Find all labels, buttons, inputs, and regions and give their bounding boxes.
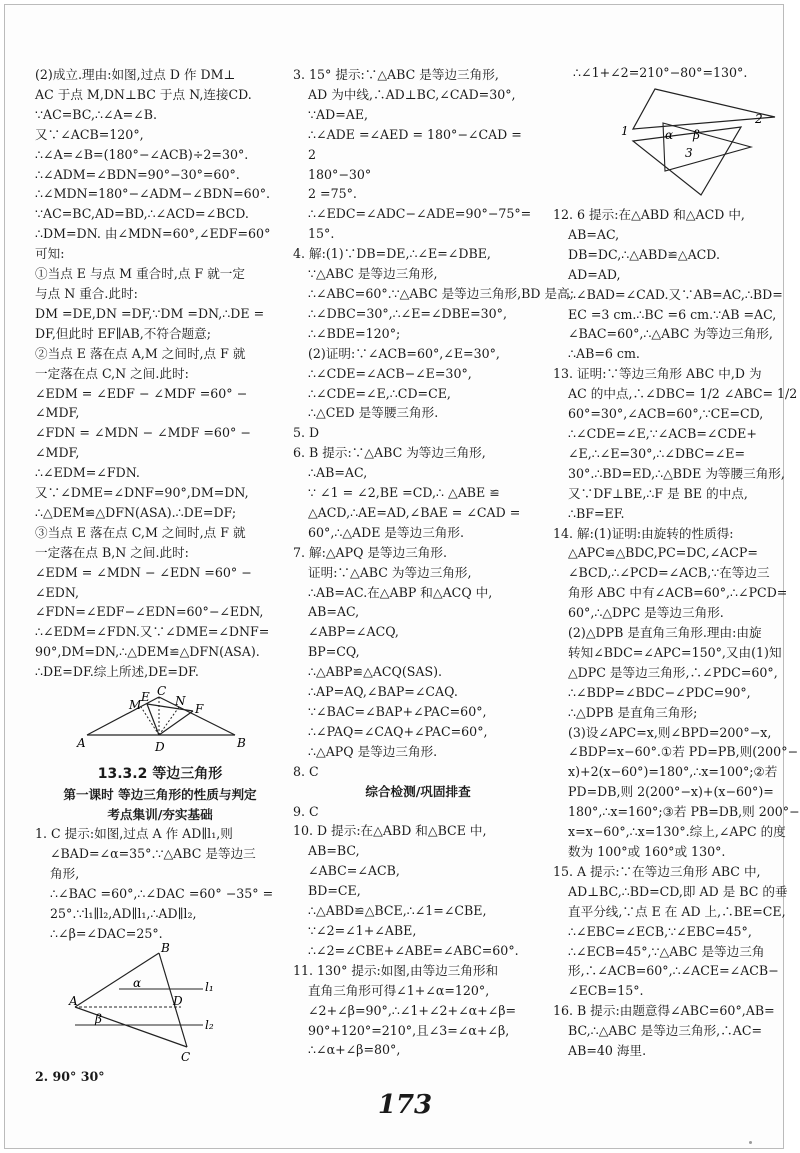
col2-line: 90°+120°=210°,且∠3=∠α+∠β, (308, 1022, 510, 1038)
col2-line: 6. B 提示:∵△ABC 为等边三角形, (293, 445, 486, 461)
col2-line: 15°. (308, 226, 335, 242)
col3-line: 直平分线,∵点 E 在 AD 上,∴BE=CE, (568, 903, 786, 919)
col1-line: ∴DE=DF.综上所述,DE=DF. (35, 664, 199, 680)
col2-line: (2)证明:∵∠ACB=60°,∠E=30°, (308, 345, 500, 361)
col1-line: ∴∠MDN=180°−∠ADM−∠BDN=60°. (35, 186, 271, 202)
col1b-line: ∴∠β=∠DAC=25°. (50, 925, 163, 941)
col3-line: 60°=30°,∠ACB=60°,∵CE=CD, (568, 406, 764, 422)
col2-line: ∴∠ADE =∠AED = 180°−∠CAD = (308, 126, 522, 142)
col2-line: ∠2+∠β=90°,∴∠1+∠2+∠α+∠β= (308, 1002, 517, 1018)
col1-line: 又∵∠ACB=120°, (35, 126, 144, 142)
col3-line: ∠E,∴∠E=30°,∴∠DBC=∠E= (568, 445, 746, 461)
col3-line: ∠BCD,∴∠PCD=∠ACB,∵在等边三 (568, 565, 770, 581)
col3-line: x)+2(x−60°)=180°,∴x=100°;②若 (568, 764, 778, 780)
col3-line: ∴∠BDP=∠BDC−∠PDC=90°, (568, 684, 751, 700)
scan-speck (749, 1141, 752, 1144)
col2-line: ∴∠DBC=30°,∴∠E=∠DBE=30°, (308, 305, 507, 321)
col1-line: ∴∠ADM=∠BDN=90°−30°=60°. (35, 166, 240, 182)
col2-line: ∵△ABC 是等边三角形, (308, 266, 438, 282)
col3-line: 14. 解:(1)证明:由旋转的性质得: (553, 525, 734, 541)
col2-line: △ACD,∴AE=AD,∠BAE = ∠CAD = (308, 504, 521, 520)
column-right (553, 205, 800, 1061)
col1-line: ∵AC=BC,AD=BD,∴∠ACD=∠BCD. (35, 206, 249, 222)
col3-line: 角形 ABC 中有∠ACB=60°,∴∠PCD= (568, 585, 788, 601)
col3-line: 15. A 提示:∵在等边三角形 ABC 中, (553, 863, 761, 879)
col2-line: ∴∠EDC=∠ADC−∠ADE=90°−75°= (308, 206, 532, 222)
col3-line: 转知∠BDC=∠APC=150°,又由(1)知 (568, 644, 782, 660)
col3-line: ∴∠BAD=∠CAD.又∵AB=AC,∴BD= (568, 286, 783, 302)
col2-line: BP=CQ, (308, 644, 360, 660)
col1-line: ∴∠EDM=∠FDN.又∵∠DME=∠DNF= (35, 624, 270, 640)
fig3-label-3: 3 (685, 146, 693, 160)
fig1-label-b: B (237, 736, 246, 750)
col3-line: 16. B 提示:由题意得∠ABC=60°,AB= (553, 1003, 775, 1019)
col1-line: 一定落在点 C,N 之间.此时: (35, 365, 189, 381)
figure-triangles-overlap (615, 83, 785, 201)
col3-line: ∴AB=6 cm. (568, 346, 640, 362)
col3-line: AB=40 海里. (568, 1043, 647, 1059)
col2-line: ∴AB=AC, (308, 465, 368, 481)
fig1-label-f: F (195, 702, 204, 716)
col1-line: ∴∠EDM=∠FDN. (35, 465, 140, 481)
fig2-label-b: B (161, 941, 170, 955)
col3-line: 又∵DF⊥BE,∴F 是 BE 的中点, (568, 485, 748, 501)
col1-line: DF,但此时 EF∥AB,不符合题意; (35, 325, 211, 341)
col2-line: 综合检测/巩固排查 (365, 783, 471, 799)
section-title: 13.3.2 等边三角形 (97, 766, 223, 782)
col2-line: 5. D (293, 425, 320, 441)
fig1-label-c: C (157, 684, 167, 698)
fig1-label-d: D (155, 740, 165, 754)
col2-line: AD 为中线,∴AD⊥BC,∠CAD=30°, (308, 86, 516, 102)
col3-line: AD⊥BC,∴BD=CD,即 AD 是 BC 的垂 (568, 883, 788, 899)
col1-line: ②当点 E 落在点 A,M 之间时,点 F 就 (35, 345, 246, 361)
col3-line: ∴∠ECB=45°,∵△ABC 是等边三角 (568, 943, 765, 959)
col1-line: ∠EDM = ∠EDF − ∠MDF =60° − (35, 385, 248, 401)
col1-line: ∵AC=BC,∴∠A=∠B. (35, 106, 157, 122)
col1-line: 可知: (35, 246, 65, 262)
col2-line: ∵ ∠1 = ∠2,BE =CD,∴ △ABE ≌ (308, 485, 500, 501)
col1-line: ∠EDM = ∠MDN − ∠EDN =60° − (35, 564, 252, 580)
col3-line: ∴∠CDE=∠E,∵∠ACB=∠CDE+ (568, 425, 757, 441)
col3-line: x=x−60°,∴x=130°.综上,∠APC 的度 (568, 824, 786, 840)
col2-line: ∴△ABP≌△ACQ(SAS). (308, 664, 442, 680)
col3-line: 60°,∴△DPC 是等边三角形. (568, 605, 724, 621)
col3-line: AD=AD, (568, 266, 621, 282)
col3-line: BC,∴△ABC 是等边三角形,∴AC= (568, 1023, 763, 1039)
col1-line: ∠MDF, (35, 405, 80, 421)
col1-line: (2)成立.理由:如图,过点 D 作 DM⊥ (35, 67, 236, 82)
col2-line: ∴∠CDE=∠ACB−∠E=30°, (308, 365, 472, 381)
col3-line: DB=DC,∴△ABD≌△ACD. (568, 246, 720, 262)
col1-line: ∴∠A=∠B=(180°−∠ACB)÷2=30°. (35, 146, 249, 162)
column-left (35, 65, 285, 682)
col3-line: 180°,∴x=160°;③若 PB=DB,则 200°− (568, 804, 800, 820)
col3-line: 形,∴∠ACB=60°,∴∠ACE=∠ACB− (568, 963, 779, 979)
fig1-label-a: A (77, 736, 86, 750)
col2-line: ∴∠CDE=∠E,∴CD=CE, (308, 385, 451, 401)
lesson-title: 第一课时 等边三角形的性质与判定 (63, 787, 257, 802)
col1-line: ∠EDN, (35, 584, 80, 600)
fig2-label-l2: l₂ (205, 1018, 214, 1032)
col3-line: △DPC 是等边三角形,∴∠PDC=60°, (568, 664, 778, 680)
col2-line: 8. C (293, 763, 319, 779)
col2-line: ∴∠PAQ=∠CAQ+∠PAC=60°, (308, 723, 488, 739)
fig2-label-beta: β (95, 1012, 102, 1026)
col1b-line: ∴∠BAC =60°,∴∠DAC =60° −35° = (50, 885, 274, 901)
col2-line: AB=AC, (308, 604, 360, 620)
fig1-label-n: N (175, 694, 186, 708)
col2-line: 4. 解:(1)∵DB=DE,∴∠E=∠DBE, (293, 246, 491, 262)
page-number: 173 (377, 1090, 433, 1120)
answer-11-result: ∴∠1+∠2=210°−80°=130°. (573, 65, 748, 80)
col3-line: AC 的中点,∴∠DBC= 1/2 ∠ABC= 1/2 (568, 386, 798, 402)
col3-line: (2)△DPB 是直角三角形.理由:由旋 (568, 625, 762, 641)
col2-line: 11. 130° 提示:如图,由等边三角形和 (293, 962, 499, 978)
col2-line: ∵∠BAC=∠BAP+∠PAC=60°, (308, 704, 487, 719)
fig3-label-beta: β (693, 128, 700, 142)
fig2-label-l1: l₁ (205, 980, 214, 994)
col2-line: ∴∠BDE=120°; (308, 325, 401, 341)
col1-line: 一定落在点 B,N 之间.此时: (35, 544, 189, 560)
col1-line: AC 于点 M,DN⊥BC 于点 N,连接CD. (35, 86, 252, 102)
col2-line: ∴∠2=∠CBE+∠ABE=∠ABC=60°. (308, 942, 519, 958)
col1-line: ③当点 E 落在点 C,M 之间时,点 F 就 (35, 524, 246, 540)
col3-line: AB=AC, (568, 226, 620, 242)
fig2-label-c: C (181, 1050, 191, 1064)
col2-line: 证明:∵△ABC 为等边三角形, (308, 564, 472, 580)
col2-line: 2 (308, 146, 317, 162)
col2-line: ∵AD=AE, (308, 106, 369, 122)
col2-line: ∴AP=AQ,∠BAP=∠CAQ. (308, 684, 458, 700)
col2-line: ∴AB=AC.在△ABP 和△ACQ 中, (308, 584, 493, 600)
col2-line: 2 =75°. (308, 186, 357, 202)
col1b-line: ∠BAD=∠α=35°.∵△ABC 是等边三 (50, 845, 256, 861)
col1-line: DM =DE,DN =DF,∵DM =DN,∴DE = (35, 305, 265, 321)
col3-line: 13. 证明:∵等边三角形 ABC 中,D 为 (553, 366, 762, 382)
col1b-line: 25°.∵l₁∥l₂,AD∥l₁,∴AD∥l₂, (50, 905, 197, 921)
col2-line: ∠ABP=∠ACQ, (308, 624, 399, 640)
col3-line: PD=DB,则 2(200°−x)+(x−60°)= (568, 784, 774, 800)
col1-line: 又∵∠DME=∠DNF=90°,DM=DN, (35, 485, 249, 501)
col3-line: 30°.∴BD=ED,∴△BDE 为等腰三角形, (568, 465, 785, 481)
subsection-title: 考点集训/夯实基础 (107, 807, 213, 822)
fig3-label-alpha: α (665, 128, 674, 142)
fig2-label-a: A (69, 994, 78, 1008)
col1b-line: 角形, (50, 865, 80, 881)
fig2-label-alpha: α (133, 976, 142, 990)
col2-line: ∴∠α+∠β=80°, (308, 1042, 401, 1058)
col3-line: ∠BDP=x−60°.①若 PD=PB,则(200°− (568, 744, 799, 760)
col1-line: 90°,DM=DN,∴△DEM≌△DFN(ASA). (35, 644, 260, 660)
column-middle (293, 65, 574, 1060)
col2-line: 直角三角形可得∠1+∠α=120°, (308, 982, 490, 998)
figure-triangle-def (75, 684, 255, 757)
col3-line: EC =3 cm.∴BC =6 cm.∵AB =AC, (568, 306, 777, 322)
col3-line: 数为 100°或 160°或 130°. (568, 844, 726, 859)
col3-line: 12. 6 提示:在△ABD 和△ACD 中, (553, 207, 745, 222)
fig3-label-2: 2 (755, 112, 763, 126)
col1b-line: 1. C 提示:如图,过点 A 作 AD∥l₁,则 (35, 826, 233, 841)
col1-line: ①当点 E 与点 M 重合时,点 F 就一定 (35, 266, 245, 282)
col3-line: ∴∠EBC=∠ECB,∵∠EBC=45°, (568, 923, 752, 939)
fig1-label-m: M (129, 698, 142, 712)
figure-parallel-lines (69, 943, 239, 1063)
col2-line: 9. C (293, 803, 319, 819)
column-left-bottom (35, 824, 285, 943)
col3-line: △APC≌△BDC,PC=DC,∠ACP= (568, 545, 758, 561)
col2-line: ∴△ABD≌△BCE,∴∠1=∠CBE, (308, 903, 487, 919)
col1-line: ∴DM=DN. 由∠MDN=60°,∠EDF=60° (35, 226, 271, 242)
answer-2: 2. 90° 30° (35, 1069, 105, 1084)
col3-line: ∴BF=EF. (568, 505, 625, 521)
col2-line: AB=BC, (308, 843, 360, 859)
col2-line: ∴∠ABC=60°.∵△ABC 是等边三角形,BD 是高, (308, 285, 574, 301)
col3-line: ∴△DPB 是直角三角形; (568, 704, 698, 720)
col3-line: ∠ECB=15°. (568, 983, 644, 999)
col1-line: 与点 N 重合.此时: (35, 285, 138, 301)
col2-line: BD=CE, (308, 883, 361, 899)
col1-line: ∠FDN=∠EDF−∠EDN=60°−∠EDN, (35, 604, 264, 620)
col2-line: 180°−30° (308, 166, 372, 182)
col2-line: 60°,∴△ADE 是等边三角形. (308, 524, 464, 540)
col1-line: ∠MDF, (35, 445, 80, 461)
col2-line: 10. D 提示:在△ABD 和△BCE 中, (293, 823, 487, 839)
col3-line: (3)设∠APC=x,则∠BPD=200°−x, (568, 724, 772, 740)
col2-line: ∴△APQ 是等边三角形. (308, 743, 438, 759)
fig3-label-1: 1 (621, 124, 629, 138)
col1-line: ∠FDN = ∠MDN − ∠MDF =60° − (35, 425, 251, 441)
textbook-page (4, 4, 800, 1149)
col2-line: 3. 15° 提示:∵△ABC 是等边三角形, (293, 67, 499, 82)
col2-line: ∵∠2=∠1+∠ABE, (308, 922, 417, 938)
col2-line: 7. 解:△APQ 是等边三角形. (293, 544, 448, 560)
fig1-label-e: E (141, 690, 150, 704)
col2-line: ∴△CED 是等腰三角形. (308, 405, 439, 421)
col1-line: ∴△DEM≌△DFN(ASA).∴DE=DF; (35, 504, 237, 520)
col3-line: ∠BAC=60°,∴△ABC 为等边三角形, (568, 326, 773, 342)
col2-line: ∠ABC=∠ACB, (308, 863, 400, 879)
fig2-label-d: D (173, 994, 183, 1008)
